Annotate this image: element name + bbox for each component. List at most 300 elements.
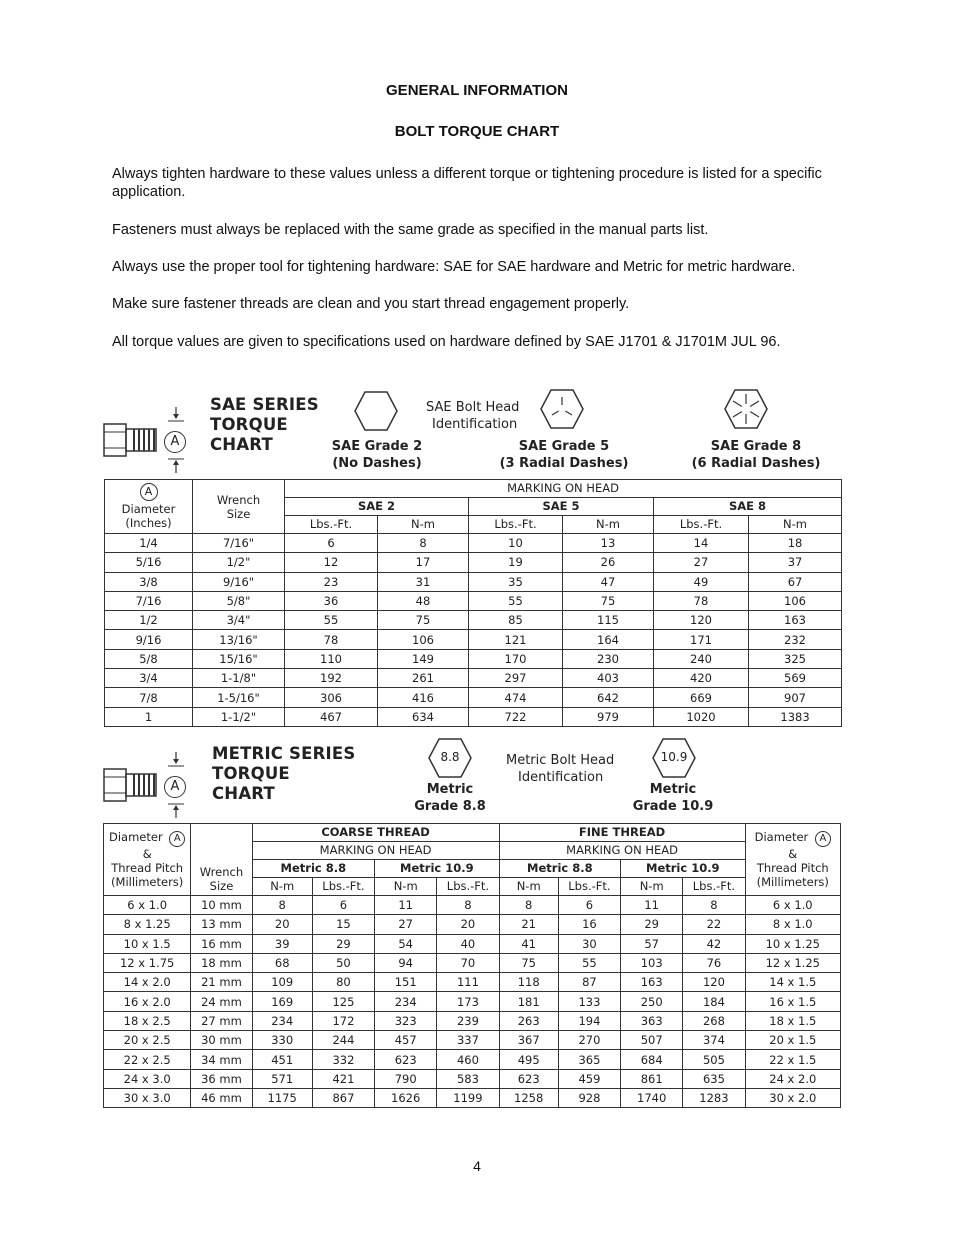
- metric-grade109-label: [623, 781, 723, 815]
- fine-thread-header: FINE THREAD: [499, 824, 745, 842]
- metric-header-row-1: [104, 824, 841, 842]
- unit-header: Lbs.-Ft.: [312, 878, 374, 896]
- table-cell: 27: [654, 553, 749, 572]
- table-cell: 507: [621, 1031, 683, 1050]
- dimension-marker: A: [169, 831, 185, 847]
- table-cell: 250: [621, 992, 683, 1011]
- table-cell: 42: [683, 934, 745, 953]
- sae8-header: SAE 8: [654, 498, 842, 516]
- table-cell: 928: [558, 1088, 620, 1107]
- table-cell: 120: [654, 611, 749, 630]
- table-cell: 30: [558, 934, 620, 953]
- grade-header: Metric 8.8: [252, 860, 374, 878]
- table-cell: 8: [499, 896, 558, 915]
- table-cell: 1-1/2": [193, 707, 285, 726]
- unit-header: Lbs.-Ft.: [654, 516, 749, 534]
- table-cell: 18 x 2.5: [104, 1011, 191, 1030]
- paragraph-3: Always use the proper tool for tightening hardware: SAE for SAE hardware and Metric for metric hardware.: [112, 259, 796, 275]
- table-cell: 18 x 1.5: [745, 1011, 840, 1030]
- table-cell: 16 x 1.5: [745, 992, 840, 1011]
- table-cell: 57: [621, 934, 683, 953]
- sae-grade2-label: [318, 438, 436, 472]
- table-row: [104, 1050, 841, 1069]
- table-cell: 3/4: [105, 669, 193, 688]
- unit-header: Lbs.-Ft.: [558, 878, 620, 896]
- diameter-header-line: Diameter: [109, 830, 163, 844]
- paragraph-1: Always tighten hardware to these values unless a different torque or tightening procedure is listed for a specific application.: [112, 166, 822, 200]
- sae-table-body: [105, 534, 842, 727]
- table-cell: 6 x 1.0: [745, 896, 840, 915]
- table-cell: 29: [312, 934, 374, 953]
- table-row: [105, 669, 842, 688]
- metric-ident-label: [506, 752, 614, 786]
- table-cell: 12: [285, 553, 378, 572]
- table-cell: 1/2": [193, 553, 285, 572]
- table-cell: 16 x 2.0: [104, 992, 191, 1011]
- table-cell: 1/4: [105, 534, 193, 553]
- wrench-header-line: Wrench: [216, 492, 261, 507]
- metric-dimension-marker: [164, 776, 186, 798]
- table-cell: 171: [654, 630, 749, 649]
- table-row: [105, 630, 842, 649]
- table-cell: 20 x 1.5: [745, 1031, 840, 1050]
- table-cell: 14: [654, 534, 749, 553]
- table-cell: 861: [621, 1069, 683, 1088]
- table-cell: 239: [437, 1011, 499, 1030]
- table-cell: 7/16: [105, 591, 193, 610]
- table-cell: 635: [683, 1069, 745, 1088]
- table-cell: 1: [105, 707, 193, 726]
- unit-header: Lbs.-Ft.: [437, 878, 499, 896]
- table-cell: 36 mm: [191, 1069, 252, 1088]
- sae-grade8-line-1: SAE Grade 8: [710, 439, 802, 454]
- grade-header: Metric 10.9: [621, 860, 746, 878]
- dimension-letter: A: [170, 779, 180, 794]
- table-cell: 163: [621, 973, 683, 992]
- sae-grade5-line-1: SAE Grade 5: [518, 439, 610, 454]
- sae-grade8-label: [686, 438, 826, 472]
- table-cell: 30 x 2.0: [745, 1088, 840, 1107]
- table-row: [105, 611, 842, 630]
- table-cell: 8 x 1.0: [745, 915, 840, 934]
- table-cell: 623: [499, 1069, 558, 1088]
- metric-diameter-header-left: [104, 824, 191, 896]
- table-cell: 13: [563, 534, 654, 553]
- table-cell: 27 mm: [191, 1011, 252, 1030]
- sae-wrench-header: [193, 480, 285, 534]
- sae-ident-line-2: Identification: [432, 417, 518, 432]
- table-cell: 5/8": [193, 591, 285, 610]
- table-cell: 118: [499, 973, 558, 992]
- table-cell: 330: [252, 1031, 312, 1050]
- table-cell: 634: [378, 707, 469, 726]
- table-cell: 21: [499, 915, 558, 934]
- table-cell: 70: [437, 953, 499, 972]
- table-cell: 46 mm: [191, 1088, 252, 1107]
- table-cell: 669: [654, 688, 749, 707]
- table-row: [105, 572, 842, 591]
- table-row: [104, 896, 841, 915]
- unit-header: N-m: [378, 516, 469, 534]
- metric-diameter-header-right: [745, 824, 840, 896]
- table-cell: 10 x 1.5: [104, 934, 191, 953]
- table-cell: 5/16: [105, 553, 193, 572]
- table-cell: 1740: [621, 1088, 683, 1107]
- table-cell: 1020: [654, 707, 749, 726]
- table-cell: 230: [563, 649, 654, 668]
- table-cell: 8: [378, 534, 469, 553]
- table-cell: 14 x 2.0: [104, 973, 191, 992]
- table-cell: 583: [437, 1069, 499, 1088]
- metric-torque-table: [103, 823, 841, 1108]
- table-cell: 1-1/8": [193, 669, 285, 688]
- table-cell: 263: [499, 1011, 558, 1030]
- table-cell: 22: [683, 915, 745, 934]
- table-row: [104, 1031, 841, 1050]
- table-cell: 11: [621, 896, 683, 915]
- table-cell: 505: [683, 1050, 745, 1069]
- table-cell: 173: [437, 992, 499, 1011]
- table-cell: 1383: [749, 707, 842, 726]
- table-cell: 164: [563, 630, 654, 649]
- diameter-header-line: Thread Pitch: [756, 861, 829, 875]
- table-cell: 24 x 2.0: [745, 1069, 840, 1088]
- table-cell: 20: [252, 915, 312, 934]
- table-row: [105, 688, 842, 707]
- table-row: [105, 553, 842, 572]
- table-cell: 15: [312, 915, 374, 934]
- table-cell: 17: [378, 553, 469, 572]
- sae-grade8-line-2: (6 Radial Dashes): [691, 456, 821, 471]
- table-cell: 451: [252, 1050, 312, 1069]
- table-cell: 169: [252, 992, 312, 1011]
- sae-title-line-1: SAE SERIES: [210, 395, 319, 414]
- coarse-thread-header: COARSE THREAD: [252, 824, 499, 842]
- table-cell: 8: [437, 896, 499, 915]
- table-cell: 85: [469, 611, 563, 630]
- metric-wrench-header: [191, 824, 252, 896]
- sae2-header: SAE 2: [285, 498, 469, 516]
- table-cell: 19: [469, 553, 563, 572]
- grade-header: Metric 10.9: [375, 860, 500, 878]
- diameter-header-line: Thread Pitch: [111, 861, 184, 875]
- unit-header: N-m: [563, 516, 654, 534]
- table-row: [105, 649, 842, 668]
- unit-header: Lbs.-Ft.: [683, 878, 745, 896]
- table-cell: 68: [252, 953, 312, 972]
- table-cell: 194: [558, 1011, 620, 1030]
- table-cell: 22 x 1.5: [745, 1050, 840, 1069]
- table-cell: 75: [499, 953, 558, 972]
- table-cell: 50: [312, 953, 374, 972]
- metric-grade88-label: [400, 781, 500, 815]
- table-cell: 54: [375, 934, 437, 953]
- table-cell: 244: [312, 1031, 374, 1050]
- dimension-marker: A: [815, 831, 831, 847]
- diameter-header-line: (Millimeters): [756, 875, 829, 889]
- sae-diameter-header: [105, 480, 193, 534]
- table-cell: 40: [437, 934, 499, 953]
- metric-chart-title: [212, 744, 355, 804]
- table-cell: 261: [378, 669, 469, 688]
- sae-grade2-line-2: (No Dashes): [332, 456, 422, 471]
- table-cell: 78: [285, 630, 378, 649]
- table-cell: 35: [469, 572, 563, 591]
- table-cell: 268: [683, 1011, 745, 1030]
- table-cell: 87: [558, 973, 620, 992]
- table-cell: 39: [252, 934, 312, 953]
- table-row: [104, 992, 841, 1011]
- grade88-mark: 8.8: [440, 750, 460, 764]
- sae-header-row-1: [105, 480, 842, 498]
- table-cell: 120: [683, 973, 745, 992]
- table-cell: 18 mm: [191, 953, 252, 972]
- table-cell: 12 x 1.75: [104, 953, 191, 972]
- table-cell: 416: [378, 688, 469, 707]
- table-cell: 75: [378, 611, 469, 630]
- table-cell: 1258: [499, 1088, 558, 1107]
- table-cell: 80: [312, 973, 374, 992]
- table-row: [104, 1011, 841, 1030]
- diameter-header-line: (Millimeters): [111, 875, 184, 889]
- paragraph-4: Make sure fastener threads are clean and you start thread engagement properly.: [112, 296, 630, 312]
- table-cell: 55: [469, 591, 563, 610]
- table-cell: 297: [469, 669, 563, 688]
- table-cell: 232: [749, 630, 842, 649]
- wrench-header-line: Size: [226, 506, 251, 521]
- table-cell: 459: [558, 1069, 620, 1088]
- table-cell: 374: [683, 1031, 745, 1050]
- table-cell: 867: [312, 1088, 374, 1107]
- sae5-header: SAE 5: [469, 498, 654, 516]
- table-row: [104, 1088, 841, 1107]
- table-cell: 133: [558, 992, 620, 1011]
- table-cell: 13 mm: [191, 915, 252, 934]
- table-cell: 7/8: [105, 688, 193, 707]
- table-cell: 367: [499, 1031, 558, 1050]
- table-cell: 163: [749, 611, 842, 630]
- table-cell: 332: [312, 1050, 374, 1069]
- sae-grade2-line-1: SAE Grade 2: [331, 439, 423, 454]
- paragraph-5: All torque values are given to specifications used on hardware defined by SAE J1701 & J1701M JUL 96.: [112, 334, 781, 350]
- table-cell: 7/16": [193, 534, 285, 553]
- table-cell: 6 x 1.0: [104, 896, 191, 915]
- table-cell: 467: [285, 707, 378, 726]
- table-cell: 106: [378, 630, 469, 649]
- table-cell: 457: [375, 1031, 437, 1050]
- fine-marking-header: MARKING ON HEAD: [499, 842, 745, 860]
- table-cell: 94: [375, 953, 437, 972]
- wrench-header-line: Wrench: [199, 865, 244, 879]
- table-cell: 30 x 3.0: [104, 1088, 191, 1107]
- table-cell: 365: [558, 1050, 620, 1069]
- sae-title-line-2: TORQUE: [210, 415, 288, 434]
- grade109-line-1: Metric: [649, 782, 697, 797]
- table-cell: 421: [312, 1069, 374, 1088]
- table-row: [105, 591, 842, 610]
- page-title: BOLT TORQUE CHART: [394, 123, 560, 140]
- table-row: [105, 707, 842, 726]
- table-cell: 623: [375, 1050, 437, 1069]
- table-cell: 181: [499, 992, 558, 1011]
- dimension-marker: A: [140, 483, 158, 501]
- sae-marking-header: MARKING ON HEAD: [285, 480, 842, 498]
- table-cell: 5/8: [105, 649, 193, 668]
- metric-title-line-3: CHART: [212, 784, 275, 803]
- table-cell: 1626: [375, 1088, 437, 1107]
- unit-header: Lbs.-Ft.: [285, 516, 378, 534]
- coarse-marking-header: MARKING ON HEAD: [252, 842, 499, 860]
- table-cell: 6: [558, 896, 620, 915]
- table-cell: 34 mm: [191, 1050, 252, 1069]
- table-cell: 10 mm: [191, 896, 252, 915]
- table-cell: 21 mm: [191, 973, 252, 992]
- table-cell: 115: [563, 611, 654, 630]
- table-cell: 907: [749, 688, 842, 707]
- wrench-header-line: Size: [209, 879, 234, 893]
- table-cell: 78: [654, 591, 749, 610]
- table-cell: 172: [312, 1011, 374, 1030]
- table-cell: 240: [654, 649, 749, 668]
- table-cell: 234: [252, 1011, 312, 1030]
- table-cell: 26: [563, 553, 654, 572]
- diameter-header-line: &: [788, 847, 798, 861]
- table-cell: 6: [312, 896, 374, 915]
- unit-header: N-m: [499, 878, 558, 896]
- table-cell: 6: [285, 534, 378, 553]
- table-cell: 76: [683, 953, 745, 972]
- table-cell: 8: [683, 896, 745, 915]
- table-row: [104, 953, 841, 972]
- sae-ident-label: [426, 399, 519, 433]
- table-cell: 67: [749, 572, 842, 591]
- table-cell: 24 x 3.0: [104, 1069, 191, 1088]
- table-cell: 3/8: [105, 572, 193, 591]
- table-cell: 9/16: [105, 630, 193, 649]
- table-cell: 37: [749, 553, 842, 572]
- sae-title-line-3: CHART: [210, 435, 273, 454]
- table-cell: 403: [563, 669, 654, 688]
- table-cell: 1-5/16": [193, 688, 285, 707]
- table-cell: 8: [252, 896, 312, 915]
- table-cell: 13/16": [193, 630, 285, 649]
- table-cell: 48: [378, 591, 469, 610]
- grade88-line-2: Grade 8.8: [414, 799, 486, 814]
- table-cell: 571: [252, 1069, 312, 1088]
- unit-header: N-m: [375, 878, 437, 896]
- table-cell: 49: [654, 572, 749, 591]
- table-cell: 270: [558, 1031, 620, 1050]
- table-cell: 24 mm: [191, 992, 252, 1011]
- table-cell: 1175: [252, 1088, 312, 1107]
- sae-grade5-line-2: (3 Radial Dashes): [499, 456, 629, 471]
- diameter-header-line: &: [142, 847, 152, 861]
- table-cell: 16: [558, 915, 620, 934]
- table-cell: 106: [749, 591, 842, 610]
- table-cell: 47: [563, 572, 654, 591]
- table-cell: 11: [375, 896, 437, 915]
- diameter-header-line: (Inches): [125, 516, 172, 530]
- table-row: [104, 973, 841, 992]
- table-cell: 474: [469, 688, 563, 707]
- table-cell: 151: [375, 973, 437, 992]
- table-cell: 30 mm: [191, 1031, 252, 1050]
- table-cell: 20: [437, 915, 499, 934]
- table-cell: 684: [621, 1050, 683, 1069]
- table-cell: 495: [499, 1050, 558, 1069]
- table-cell: 1199: [437, 1088, 499, 1107]
- table-cell: 109: [252, 973, 312, 992]
- grade109-line-2: Grade 10.9: [632, 799, 714, 814]
- table-cell: 111: [437, 973, 499, 992]
- table-row: [105, 534, 842, 553]
- paragraph-2: Fasteners must always be replaced with the same grade as specified in the manual parts list.: [112, 222, 709, 238]
- table-cell: 3/4": [193, 611, 285, 630]
- table-cell: 103: [621, 953, 683, 972]
- metric-title-line-2: TORQUE: [212, 764, 290, 783]
- unit-header: N-m: [252, 878, 312, 896]
- table-cell: 170: [469, 649, 563, 668]
- table-cell: 55: [558, 953, 620, 972]
- table-cell: 1283: [683, 1088, 745, 1107]
- table-cell: 420: [654, 669, 749, 688]
- table-cell: 110: [285, 649, 378, 668]
- sae-grade8-hex-icon: [723, 388, 769, 435]
- table-cell: 14 x 1.5: [745, 973, 840, 992]
- metric-ident-line-1: Metric Bolt Head: [506, 753, 615, 768]
- unit-header: Lbs.-Ft.: [469, 516, 563, 534]
- page-number: 4: [473, 1158, 481, 1174]
- table-cell: 10 x 1.25: [745, 934, 840, 953]
- section-heading: GENERAL INFORMATION: [386, 82, 568, 99]
- table-cell: 1/2: [105, 611, 193, 630]
- table-cell: 8 x 1.25: [104, 915, 191, 934]
- table-cell: 184: [683, 992, 745, 1011]
- diameter-header-line: Diameter: [121, 502, 176, 516]
- unit-header: N-m: [749, 516, 842, 534]
- table-cell: 41: [499, 934, 558, 953]
- table-cell: 23: [285, 572, 378, 591]
- table-cell: 12 x 1.25: [745, 953, 840, 972]
- metric-ident-line-2: Identification: [518, 770, 604, 785]
- table-cell: 31: [378, 572, 469, 591]
- table-cell: 363: [621, 1011, 683, 1030]
- unit-header: N-m: [621, 878, 683, 896]
- table-cell: 16 mm: [191, 934, 252, 953]
- table-cell: 22 x 2.5: [104, 1050, 191, 1069]
- table-cell: 790: [375, 1069, 437, 1088]
- table-cell: 55: [285, 611, 378, 630]
- table-cell: 642: [563, 688, 654, 707]
- table-cell: 10: [469, 534, 563, 553]
- table-cell: 125: [312, 992, 374, 1011]
- grade-header: Metric 8.8: [499, 860, 620, 878]
- table-cell: 15/16": [193, 649, 285, 668]
- table-cell: 149: [378, 649, 469, 668]
- table-cell: 20 x 2.5: [104, 1031, 191, 1050]
- table-cell: 29: [621, 915, 683, 934]
- sae-grade5-hex-icon: [539, 388, 585, 435]
- table-cell: 569: [749, 669, 842, 688]
- sae-chart-title: [210, 395, 319, 455]
- sae-dimension-marker: [164, 431, 186, 453]
- sae-grade5-label: [494, 438, 634, 472]
- table-cell: 36: [285, 591, 378, 610]
- table-cell: 192: [285, 669, 378, 688]
- table-cell: 979: [563, 707, 654, 726]
- table-cell: 306: [285, 688, 378, 707]
- sae-torque-table: [104, 479, 842, 727]
